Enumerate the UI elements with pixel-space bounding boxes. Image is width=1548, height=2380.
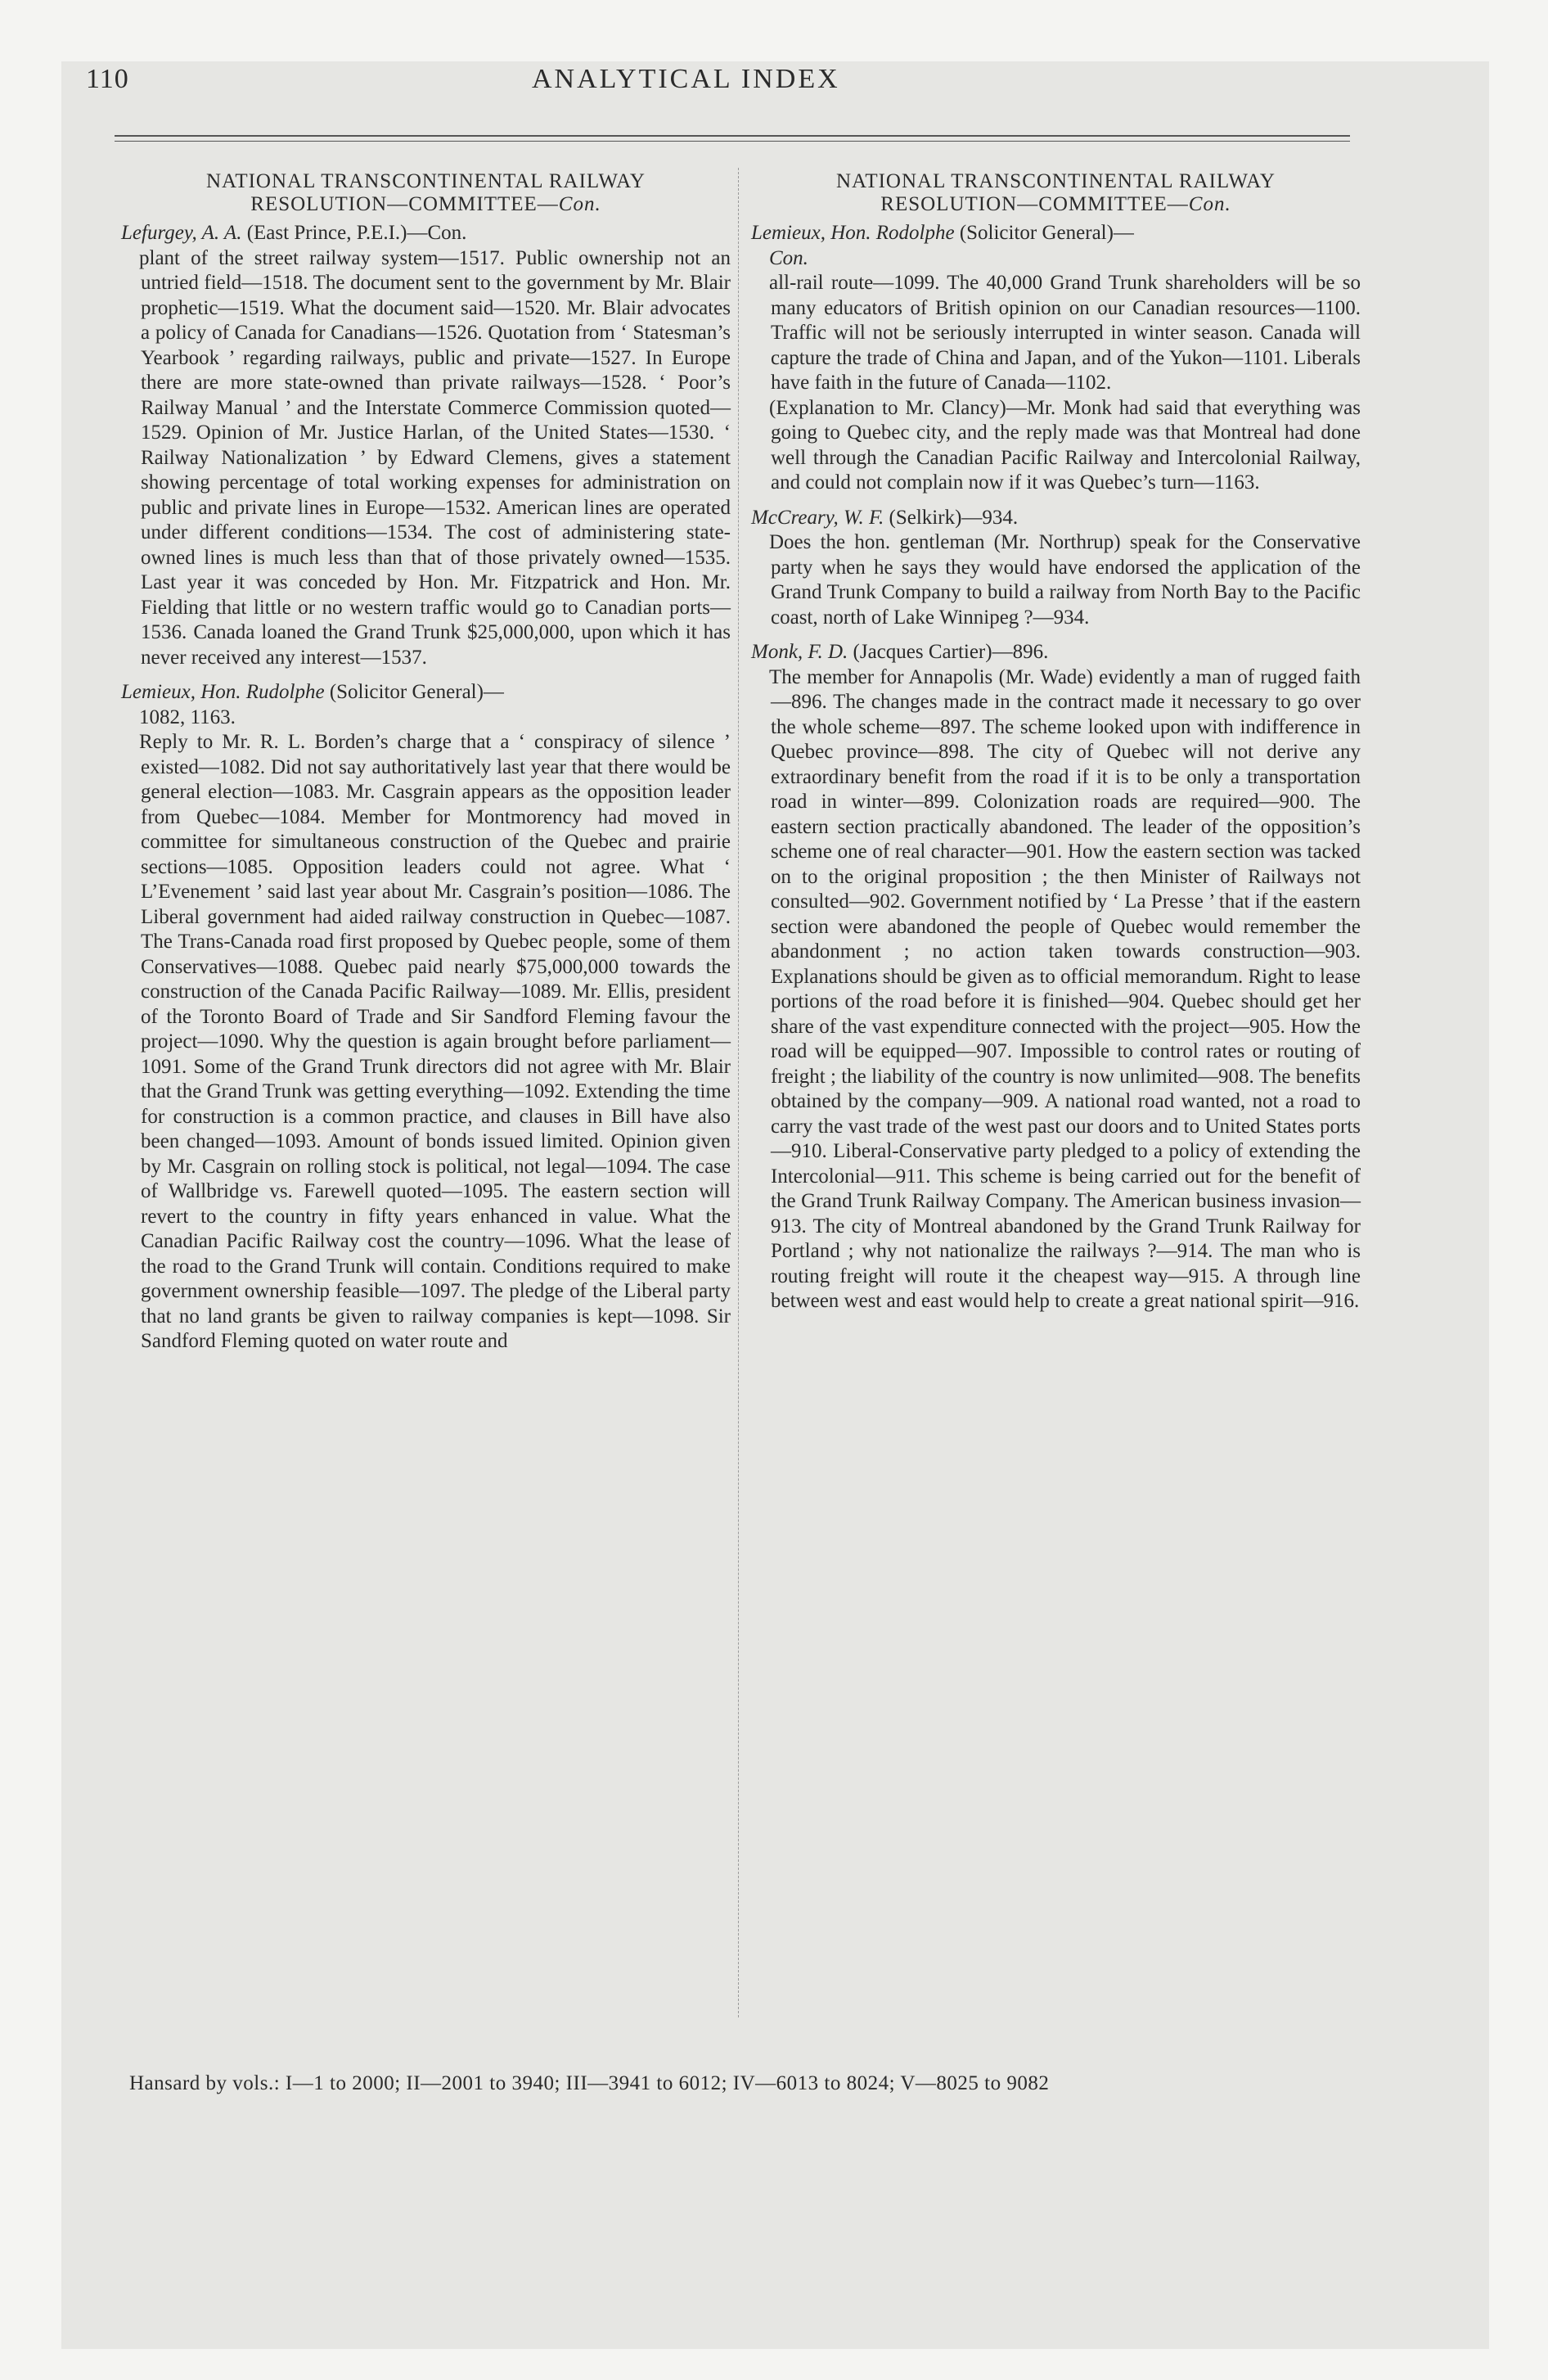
entry-name: Lemieux, Hon. Rudolphe [121,681,325,703]
entry-con: Con. [769,246,808,269]
heading-line-1: NATIONAL TRANSCONTINENTAL RAILWAY [836,170,1276,192]
right-column-heading [751,170,1361,216]
entry-name: Monk, F. D. [751,641,848,663]
entry-detail: (East Prince, P.E.I.)—Con. [246,222,467,244]
left-column [121,170,731,1364]
entry-body: Reply to Mr. R. L. Borden’s charge that a ‘ conspiracy of silence ’ existed—1082. Did not say authoritatively last year that there would be general election—1083. Mr. Casgrain appears as the opposition leader from Quebec—1084. Member for Montmorency had moved in committee for simultaneous construction of the Quebec and prairie sections—1085. Opposition leaders could not agree. What ‘ L’Evenement ’ said last year about Mr. Casgrain’s position—1086. The Liberal government had aided railway construction in Quebec—1087. The Trans-Canada road first proposed by Quebec people, some of them Conservatives—1088. Quebec paid nearly $75,000,000 towards the construction of the Canada Pacific Railway—1089. Mr. Ellis, president of the Toronto Board of Trade and Sir Sandford Fleming favour the project—1090. Why the question is again brought before parliament—1091. Some of the Grand Trunk directors did not agree with Mr. Blair that the Grand Trunk was getting everything—1092. Extending the time for construction is a common practice, and clauses in Bill have also been changed—1093. Amount of bonds issued limited. Opinion given by Mr. Casgrain on rolling stock is political, not legal—1094. The case of Wallbridge vs. Farewell quoted—1095. The eastern section will revert to the country in fifty years enhanced in value. What the Canadian Pacific Railway cost the country—1096. What the lease of the road to the Grand Trunk will contain. Conditions required to make government ownership feasible—1097. The pledge of the Liberal party that no land grants be given to railway companies is kept—1098. Sir Sandford Fleming quoted on water route and [139,731,731,1352]
entry-detail: (Selkirk)—934. [889,506,1019,529]
entry-heading [751,221,1361,246]
header-rule-thin [115,141,1350,142]
index-entry-monk [751,640,1361,1314]
entry-name: Lemieux, Hon. Rodolphe [751,222,955,244]
index-entry-lemieux [121,680,731,1355]
index-entry-lefurgey [121,221,731,670]
page-number: 110 [86,64,129,94]
index-entry-lemieux-cont [751,221,1361,496]
entry-body-explanation: (Explanation to Mr. Clancy)—Mr. Monk had said that everything was going to Quebec city, and the reply made was that Montreal had done well through the Canadian Pacific Railway and Intercolonial Railway, and could not complain now if it was Quebec’s turn—1163. [769,396,1361,494]
left-column-heading [121,170,731,216]
running-title: ANALYTICAL INDEX [532,64,840,94]
entry-name: McCreary, W. F. [751,506,884,529]
heading-line-1: NATIONAL TRANSCONTINENTAL RAILWAY [206,170,646,192]
entry-heading [121,221,731,246]
heading-line-2: RESOLUTION—COMMITTEE—Con. [880,193,1231,215]
entry-refs: 1082, 1163. [139,705,236,728]
entry-heading [121,680,731,705]
entry-body: all-rail route—1099. The 40,000 Grand Trunk shareholders will be so many educators of British opinion on our Canadian resources—1100. Traffic will not be seriously interrupted in winter season. Canada will capture the trade of China and Japan, and of the Yukon—1101. Liberals have faith in the future of Canada—1102. [769,272,1361,394]
right-column [751,170,1361,1324]
entry-detail: (Solicitor General)— [959,222,1134,244]
entry-detail: (Jacques Cartier)—896. [853,641,1049,663]
entry-heading [751,506,1361,531]
header-rule [115,135,1350,137]
entry-detail: (Solicitor General)— [329,681,504,703]
entry-body: The member for Annapolis (Mr. Wade) evidently a man of rugged faith—896. The changes made in the contract made it necessary to go over the whole scheme—897. The scheme looked upon with indifference in Quebec province—898. The city of Quebec will not derive any extraordinary benefit from the road if it is to be only a transportation road in winter—899. Colonization roads are required—900. The eastern section practically abandoned. The leader of the opposition’s scheme one of real character—901. How the eastern section was tacked on to the original proposition ; the then Minister of Railways not consulted—902. Government notified by ‘ La Presse ’ that if the eastern section were abandoned the people of Quebec would remember the abandonment ; no action taken towards construction—903. Explanations should be given as to official memorandum. Right to lease portions of the road before it is finished—904. Quebec should get her share of the vast expenditure connected with the project—905. How the road will be equipped—907. Impossible to control rates or routing of freight ; the liability of the country is now unlimited—908. The benefits obtained by the company—909. A national road wanted, not a road to carry the vast trade of the west past our doors and to United States ports—910. Liberal-Conservative party pledged to a policy of extending the Intercolonial—911. This scheme is being carried out for the benefit of the Grand Trunk Railway Company. The American business invasion—913. The city of Montreal abandoned by the Grand Trunk Railway for Portland ; why not nationalize the railways ?—914. The man who is routing freight will route it the cheapest way—915. A through line between west and east would help to create a great national spirit—916. [769,665,1361,1312]
column-divider [738,168,739,2017]
entry-body: plant of the street railway system—1517. Public ownership not an untried field—1518. The document sent to the government by Mr. Blair prophetic—1519. What the document said—1520. Mr. Blair advocates a policy of Canada for Canadians—1526. Quotation from ‘ Statesman’s Yearbook ’ regarding railways, public and private—1527. In Europe there are more state-owned than private railways—1528. ‘ Poor’s Railway Manual ’ and the Interstate Commerce Commission quoted—1529. Opinion of Mr. Justice Harlan, of the United States—1530. ‘ Railway Nationalization ’ by Edward Clemens, gives a statement showing percentage of total working expenses for administration on public and private lines in Europe—1532. American lines are operated under different conditions—1534. The cost of administering state-owned lines is much less than that of those privately owned—1535. Last year it was conceded by Hon. Mr. Fitzpatrick and Hon. Mr. Fielding that little or no western traffic would go to Canadian ports—1536. Canada loaned the Grand Trunk $25,000,000, upon which it has never received any interest—1537. [139,246,731,669]
entry-name: Lefurgey, A. A. [121,222,242,244]
index-entry-mccreary [751,506,1361,631]
entry-heading [751,640,1361,665]
heading-line-2: RESOLUTION—COMMITTEE—Con. [250,193,601,215]
hansard-volume-footer: Hansard by vols.: I—1 to 2000; II—2001 to 3940; III—3941 to 6012; IV—6013 to 8024; V—8025 to 9082 [129,2072,1050,2094]
entry-body: Does the hon. gentleman (Mr. Northrup) speak for the Conservative party when he says they would have endorsed the application of the Grand Trunk Company to build a railway from North Bay to the Pacific coast, north of Lake Winnipeg ?—934. [769,531,1361,629]
